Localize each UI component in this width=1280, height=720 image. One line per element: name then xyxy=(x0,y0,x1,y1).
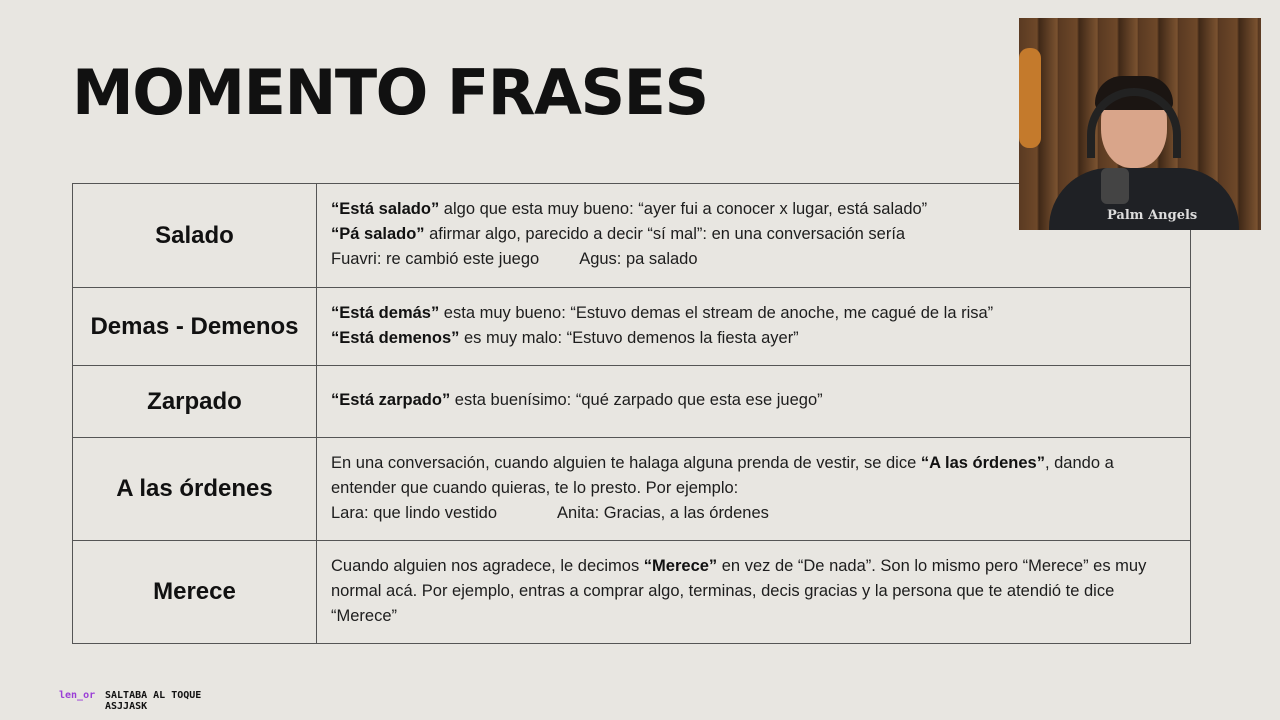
shirt-print: Palm Angels xyxy=(1107,208,1198,223)
definition-cell xyxy=(317,288,1191,366)
definition-line: “Está demenos” es muy malo: “Estuvo demenos la fiesta ayer” xyxy=(331,328,799,347)
table-row xyxy=(73,366,1191,438)
chat-text: SALTABA AL TOQUE ASJJASK xyxy=(105,690,202,712)
definition-line: normal acá. Por ejemplo, entras a comprar algo, terminas, decis gracias y la persona que te atendió te dice xyxy=(331,581,1115,600)
term-cell: Demas - Demenos xyxy=(73,288,317,366)
table-row xyxy=(73,438,1191,541)
definition-line: “Está demás” esta muy bueno: “Estuvo demas el stream de anoche, me cagué de la risa” xyxy=(331,303,994,322)
microphone-icon xyxy=(1101,168,1129,204)
definition-line: “Está zarpado” esta buenísimo: “qué zarpado que esta ese juego” xyxy=(331,391,823,409)
term-cell: Zarpado xyxy=(73,366,317,438)
definition-line: entender que cuando quieras, te lo presto. Por ejemplo: xyxy=(331,478,739,497)
definition-cell xyxy=(317,366,1191,438)
term-cell: Merece xyxy=(73,541,317,644)
guitar-shape xyxy=(1019,48,1041,148)
dialogue-line: Fuavri: re cambió este juego Agus: pa salado xyxy=(331,250,698,268)
definition-cell xyxy=(317,541,1191,644)
definition-line: En una conversación, cuando alguien te halaga alguna prenda de vestir, se dice “A las órdenes”, dando a xyxy=(331,453,1114,472)
table-row xyxy=(73,541,1191,644)
table-row xyxy=(73,288,1191,366)
definition-line: “Está salado” algo que esta muy bueno: “ayer fui a conocer x lugar, está salado” xyxy=(331,200,928,218)
chat-username: len_or xyxy=(59,690,96,701)
definition-line: “Pá salado” afirmar algo, parecido a decir “sí mal”: en una conversación sería xyxy=(331,225,906,243)
dialogue-line: Lara: que lindo vestido Anita: Gracias, a las órdenes xyxy=(331,503,769,522)
phrases-table xyxy=(72,183,1191,644)
term-cell: A las órdenes xyxy=(73,438,317,541)
definition-line: “Merece” xyxy=(331,606,398,625)
definition-line: Cuando alguien nos agradece, le decimos “Merece” en vez de “De nada”. Son lo mismo pero “Merece” es muy xyxy=(331,556,1147,575)
slide-title: MOMENTO FRASES xyxy=(72,56,708,129)
term-cell: Salado xyxy=(73,184,317,288)
webcam-overlay xyxy=(1019,18,1261,230)
definition-cell xyxy=(317,438,1191,541)
